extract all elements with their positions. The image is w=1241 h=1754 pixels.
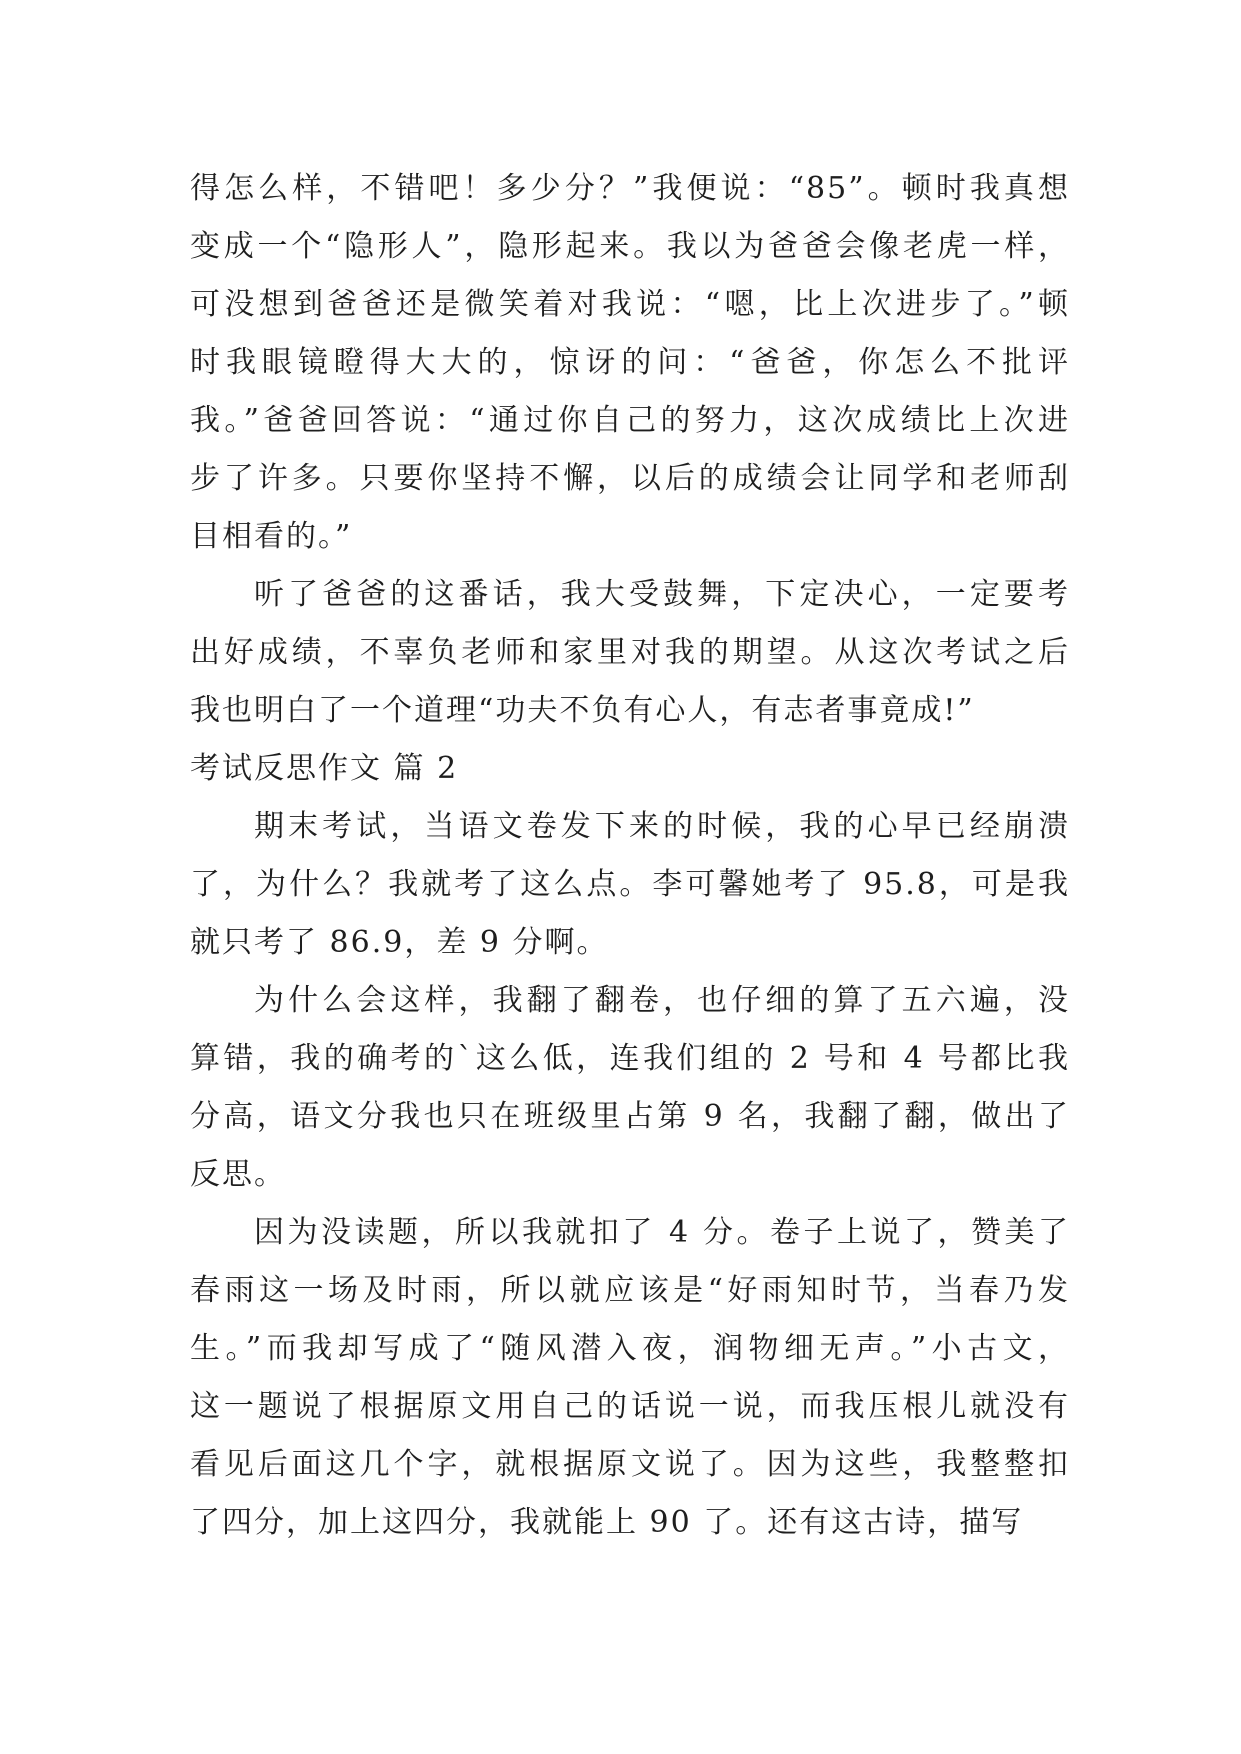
paragraph — [190, 160, 1070, 566]
paragraph — [190, 1204, 1070, 1552]
document-body — [190, 160, 1070, 1552]
text-line: 步了许多。只要你坚持不懈，以后的成绩会让同学和老师刮 — [190, 461, 1070, 496]
text-line: 为什么会这样，我翻了翻卷，也仔细的算了五六遍，没 — [254, 983, 1070, 1018]
paragraph — [190, 566, 1070, 740]
text-line: 因为没读题，所以我就扣了 4 分。卷子上说了，赞美了 — [254, 1215, 1070, 1250]
paragraph — [190, 798, 1070, 972]
text-line: 反思。 — [190, 1157, 286, 1192]
text-line: 春雨这一场及时雨，所以就应该是“好雨知时节，当春乃发 — [190, 1273, 1070, 1308]
text-line: 分高，语文分我也只在班级里占第 9 名，我翻了翻，做出了 — [190, 1099, 1070, 1134]
text-line: 期末考试，当语文卷发下来的时候，我的心早已经崩溃 — [254, 809, 1070, 844]
text-line: 可没想到爸爸还是微笑着对我说：“嗯，比上次进步了。”顿 — [190, 287, 1070, 322]
text-line: 得怎么样，不错吧！多少分？”我便说：“85”。顿时我真想 — [190, 171, 1070, 206]
text-line: 生。”而我却写成了“随风潜入夜，润物细无声。”小古文， — [190, 1331, 1070, 1366]
text-line: 了，为什么？我就考了这么点。李可馨她考了 95.8，可是我 — [190, 867, 1070, 902]
paragraph — [190, 972, 1070, 1204]
text-line: 我。”爸爸回答说：“通过你自己的努力，这次成绩比上次进 — [190, 403, 1070, 438]
text-line: 算错，我的确考的`这么低，连我们组的 2 号和 4 号都比我 — [190, 1041, 1070, 1076]
text-line: 听了爸爸的这番话，我大受鼓舞，下定决心，一定要考 — [254, 577, 1070, 612]
text-line: 时我眼镜瞪得大大的，惊讶的问：“爸爸，你怎么不批评 — [190, 345, 1070, 380]
text-line: 就只考了 86.9，差 9 分啊。 — [190, 925, 609, 960]
text-line: 这一题说了根据原文用自己的话说一说，而我压根儿就没有 — [190, 1389, 1070, 1424]
text-line: 出好成绩，不辜负老师和家里对我的期望。从这次考试之后 — [190, 635, 1070, 670]
text-line: 了四分，加上这四分，我就能上 90 了。还有这古诗，描写 — [190, 1505, 1024, 1540]
text-line: 我也明白了一个道理“功夫不负有心人，有志者事竟成!” — [190, 693, 975, 728]
text-line: 看见后面这几个字，就根据原文说了。因为这些，我整整扣 — [190, 1447, 1070, 1482]
text-line: 变成一个“隐形人”，隐形起来。我以为爸爸会像老虎一样， — [190, 229, 1070, 264]
section-heading — [190, 740, 1070, 798]
text-line: 目相看的。” — [190, 519, 353, 554]
text-line: 考试反思作文 篇 2 — [190, 751, 459, 786]
